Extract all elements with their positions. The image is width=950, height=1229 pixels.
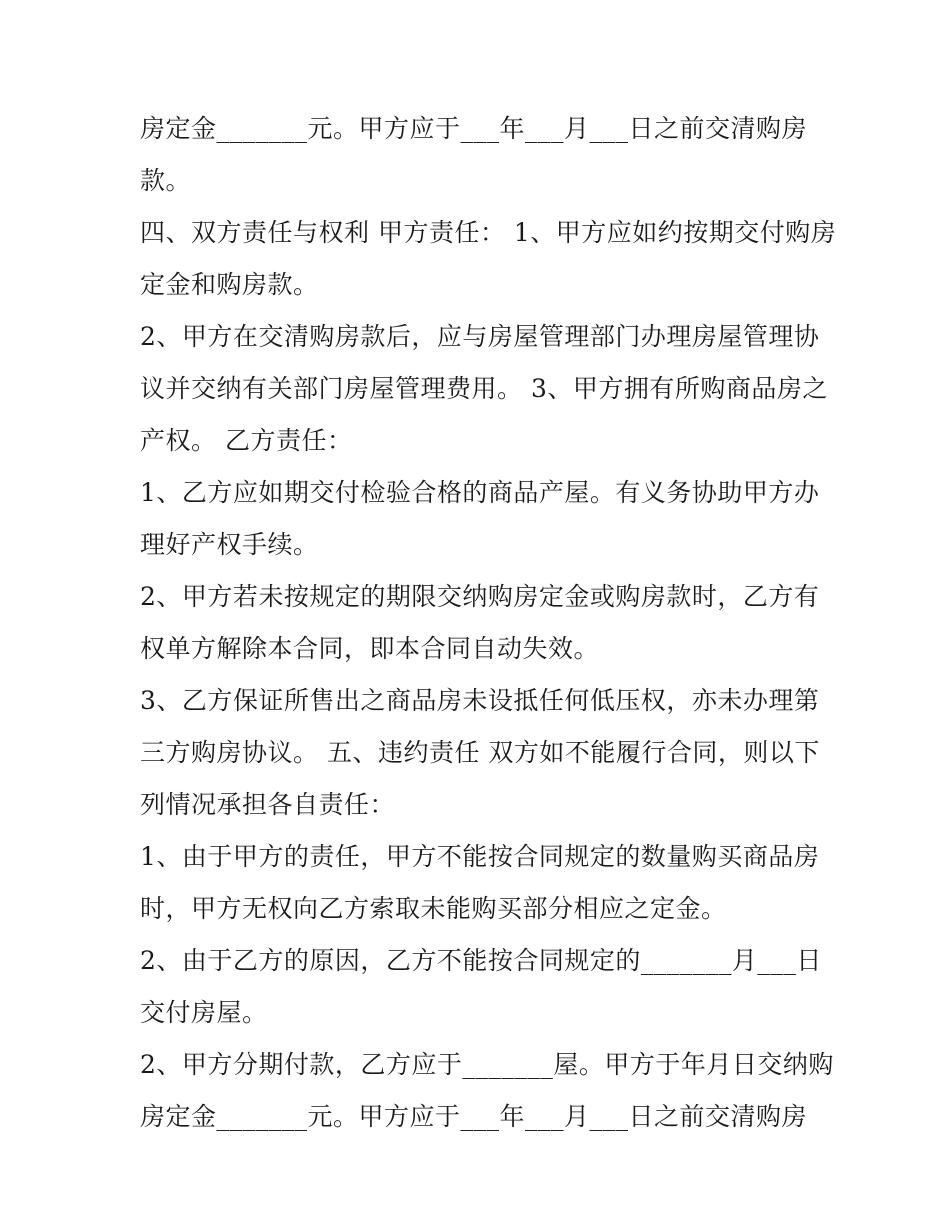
text-line: 2、甲方若未按规定的期限交纳购房定金或购房款时，乙方有 [140,582,820,611]
text-line: 1、乙方应如期交付检验合格的商品产屋。有义务协助甲方办 [140,478,820,507]
text-line: 2、由于乙方的原因，乙方不能按合同规定的_______月___日 [140,946,822,975]
text-line: 定金和购房款。 [140,270,319,299]
text-line: 款。 [140,166,192,195]
text-line: 权单方解除本合同，即本合同自动失效。 [140,634,600,663]
text-line: 房定金_______元。甲方应于___年___月___日之前交清购房 [140,114,808,143]
text-line: 议并交纳有关部门房屋管理费用。 3、甲方拥有所购商品房之 [140,374,828,403]
text-line: 2、甲方分期付款，乙方应于_______屋。甲方于年月日交纳购 [140,1050,834,1079]
text-line: 房定金_______元。甲方应于___年___月___日之前交清购房 [140,1102,808,1131]
text-line: 三方购房协议。 五、违约责任 双方如不能履行合同，则以下 [140,738,820,767]
text-line: 交付房屋。 [140,998,268,1027]
text-line: 2、甲方在交清购房款后，应与房屋管理部门办理房屋管理协 [140,322,820,351]
text-line: 产权。 乙方责任： [140,426,353,455]
text-line: 1、由于甲方的责任，甲方不能按合同规定的数量购买商品房 [140,842,820,871]
text-line: 理好产权手续。 [140,530,319,559]
text-line: 四、双方责任与权利 甲方责任： 1、甲方应如约按期交付购房 [140,218,837,247]
text-line: 列情况承担各自责任： [140,790,396,819]
text-line: 3、乙方保证所售出之商品房未设抵任何低压权，亦未办理第 [140,686,820,715]
text-line: 时，甲方无权向乙方索取未能购买部分相应之定金。 [140,894,727,923]
